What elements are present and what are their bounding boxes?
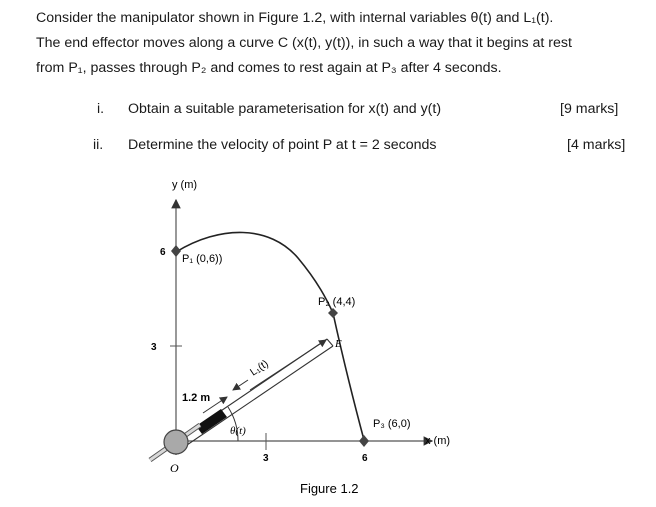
link-length-arrow-left — [233, 380, 248, 390]
x-tick-3: 3 — [263, 453, 269, 464]
part-i-number: i. — [97, 101, 105, 117]
part-i-text: Obtain a suitable parameterisation for x(t) and y(t) — [128, 101, 442, 117]
x-tick-6: 6 — [362, 453, 368, 464]
figure-caption: Figure 1.2 — [300, 481, 359, 496]
p3-label: P₃ (6,0) — [373, 418, 411, 430]
p1-point — [171, 245, 181, 257]
x-axis-label: x (m) — [425, 435, 451, 447]
p2-label: P₂ (4,4) — [318, 296, 356, 308]
part-ii-marks: [4 marks] — [567, 137, 626, 153]
p3-point — [359, 435, 369, 447]
y-axis-label: y (m) — [172, 179, 198, 191]
intro-line-1: Consider the manipulator shown in Figure 1.2, with internal variables θ(t) and L₁(t). — [36, 10, 554, 26]
p2-point — [328, 308, 338, 318]
part-ii-number: ii. — [93, 137, 104, 153]
origin-label: O — [170, 461, 179, 475]
y-tick-3: 3 — [151, 342, 157, 353]
y-tick-6: 6 — [160, 247, 166, 258]
intro-line-2: The end effector moves along a curve C (x(t), y(t)), in such a way that it begins at rest — [36, 35, 572, 51]
intro-line-3: from P₁, passes through P₂ and comes to rest again at P₃ after 4 seconds. — [36, 60, 502, 76]
fixed-length-label: 1.2 m — [182, 392, 211, 404]
part-i-marks: [9 marks] — [560, 101, 619, 117]
end-effector-label: E — [335, 338, 342, 350]
angle-label: θ(t) — [230, 425, 246, 437]
link-length-label: L₁(t) — [247, 357, 271, 379]
part-ii-text: Determine the velocity of point P at t = 2 seconds — [128, 137, 437, 153]
p1-label: P₁ (0,6)) — [182, 253, 223, 265]
revolute-joint — [164, 430, 188, 454]
